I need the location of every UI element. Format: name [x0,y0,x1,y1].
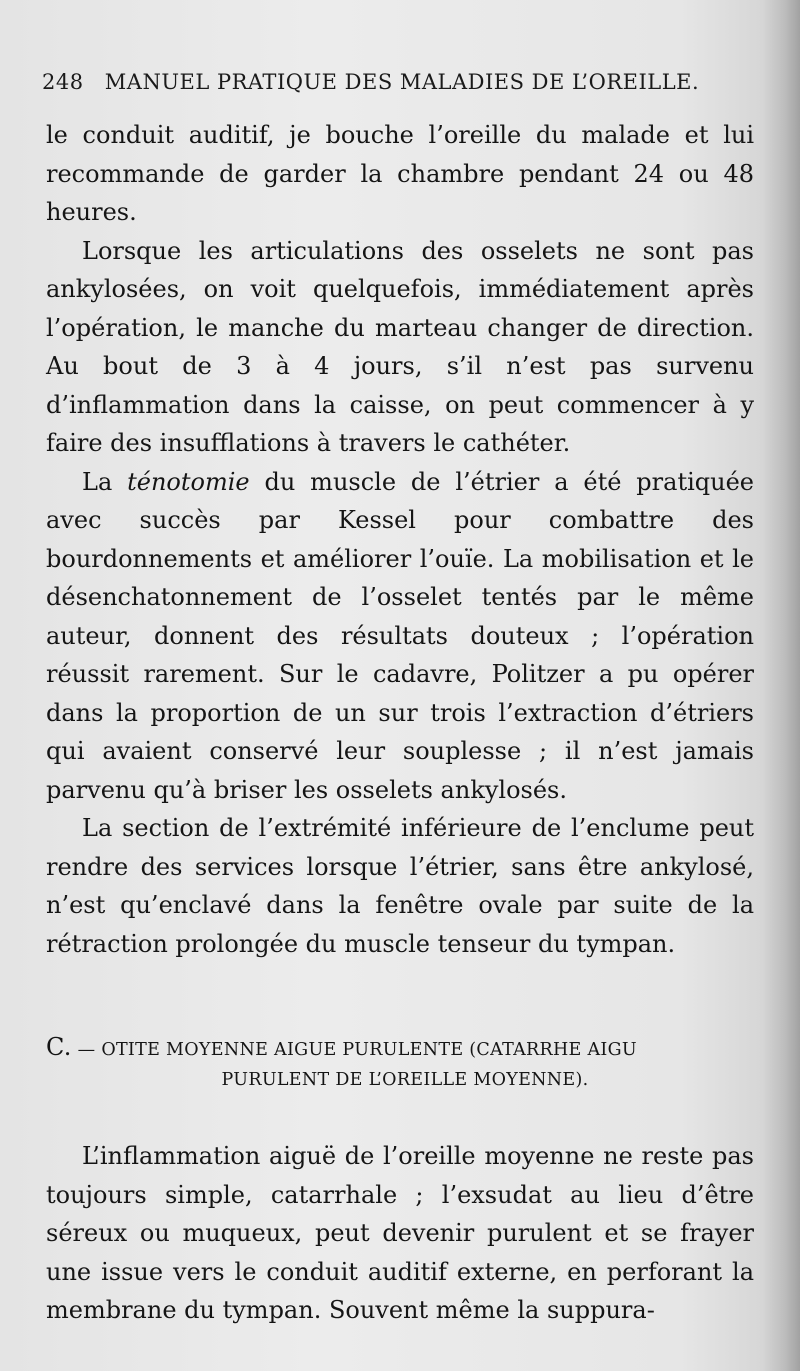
section-title-part-1: OTITE MOYENNE AIGUE PURULENTE (CATARRHE AIGU [101,1040,637,1060]
running-header [42,70,722,94]
body-text [46,116,754,963]
running-title: MANUEL PRATIQUE DES MALADIES DE L’OREILLE. [104,70,700,94]
paragraph-rest: du muscle de l’étrier a été pratiquée avec succès par Kessel pour combattre des bourdonnements et améliorer l’ouïe. La mobilisation et le désenchatonnement de l’osselet tentés par le même auteur, donnent des résultats douteux ; l’opération réussit rarement. Sur le cadavre, Politzer a pu opérer dans la proportion de un sur trois l’extraction d’étriers qui avaient conservé leur souplesse ; il n’est jamais parvenu qu’à briser les osselets ankylosés. [46,467,754,804]
paragraph: La section de l’extrémité inférieure de l’enclume peut rendre des services lorsque l’étrier, sans être ankylosé, n’est qu’enclavé dans la fenêtre ovale par suite de la rétraction prolongée du muscle tenseur du tympan. [46,814,754,958]
paragraph-lead: La [82,467,128,496]
page-number: 248 [42,70,84,94]
section-heading-line-1 [46,1032,754,1065]
section-letter: C. [46,1033,72,1061]
section-heading-line-2: PURULENT DE L’OREILLE MOYENNE). [221,1070,589,1090]
paragraph: L’inflammation aiguë de l’oreille moyenne ne reste pas toujours simple, catarrhale ; l’exsudat au lieu d’être séreux ou muqueux, peut devenir purulent et se frayer une issue vers le conduit auditif externe, en perforant la membrane du tympan. Souvent même la suppura- [46,1142,754,1324]
section-heading [46,1032,754,1095]
body-text-continued [46,1137,754,1330]
paragraph: Lorsque les articulations des osselets ne sont pas ankylosées, on voit quelquefois, immédiatement après l’opération, le manche du marteau changer de direction. Au bout de 3 à 4 jours, s’il n’est pas survenu d’inflammation dans la caisse, on peut commencer à y faire des insufflations à travers le cathéter. [46,236,754,457]
page-edge-shadow [762,0,800,1371]
section-dash: — [77,1040,96,1060]
paragraph [46,463,754,810]
italic-term: ténotomie [127,467,250,496]
paragraph: le conduit auditif, je bouche l’oreille du malade et lui recommande de garder la chambre pendant 24 ou 48 heures. [46,121,754,226]
